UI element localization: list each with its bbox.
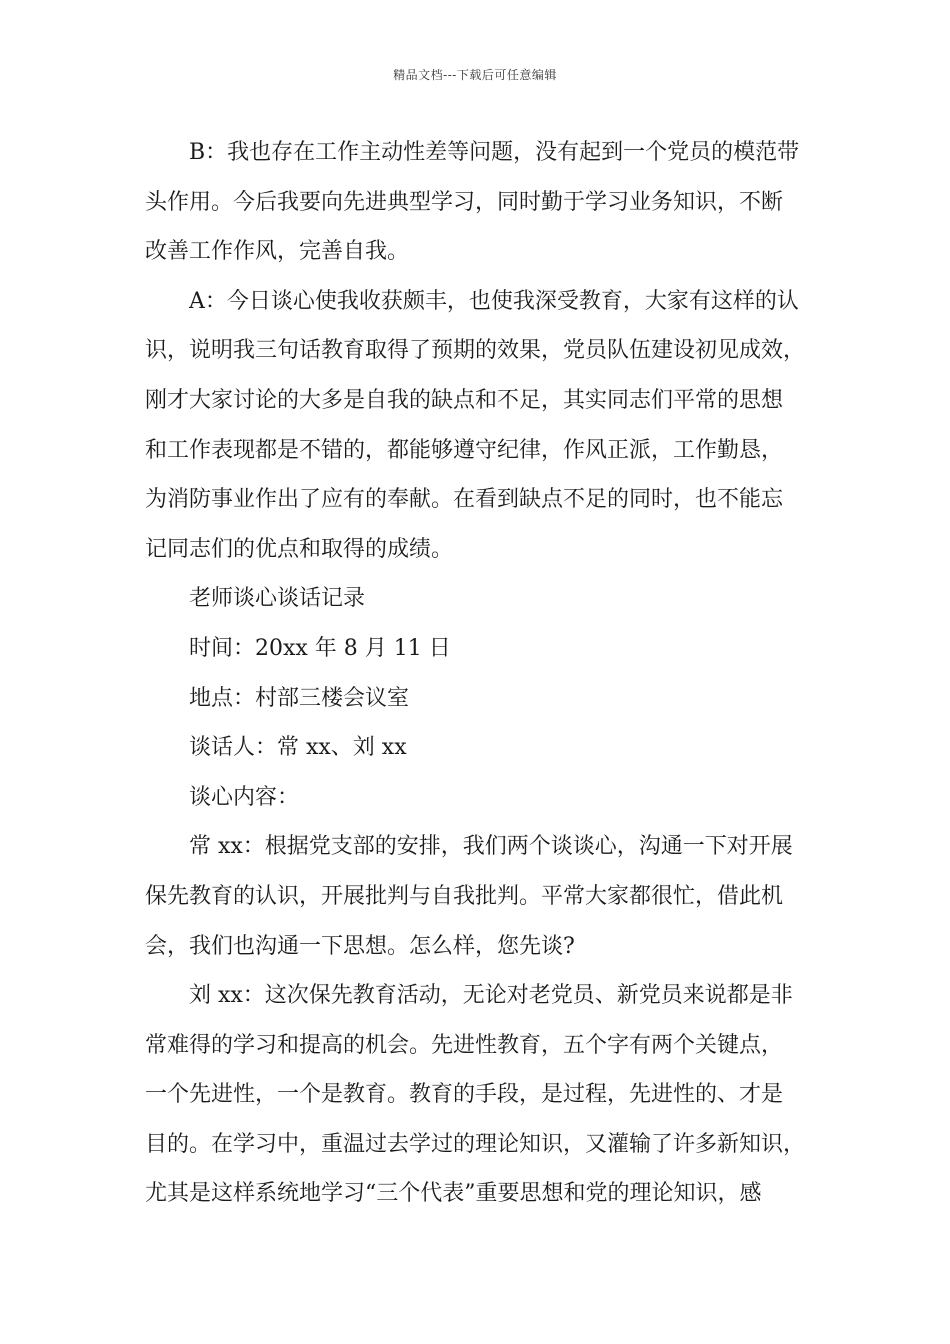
meeting-location: 地点：村部三楼会议室: [145, 685, 410, 711]
paragraph-b-statement: B：我也存在工作主动性差等问题，没有起到一个党员的模范带 头作用。今后我要向先进典型学习，同时勤于学习业务知识，不断 改善工作作风，完善自我。: [145, 140, 800, 265]
page-header: 精品文档---下载后可任意编辑: [393, 68, 557, 82]
content-label: 谈心内容：: [145, 784, 300, 810]
paragraph-a-summary: A：今日谈心使我收获颇丰，也使我深受教育，大家有这样的认 识，说明我三句话教育取得了预期的效果，党员队伍建设初见成效， 刚才大家讨论的大多是自我的缺点和不足，其实同志们平常的思想 和工作表现都是不错的，都能够遵守纪律，作风正派，工作勤恳， 为消防事业作出了应有的奉献。在看到缺点不足的同时，也不能忘 记同志们的优点和取得的成绩。: [145, 288, 806, 562]
document-body: [145, 128, 815, 1219]
section-title: 老师谈心谈话记录: [145, 586, 366, 612]
paragraph-chang-statement: 常 xx：根据党支部的安排，我们两个谈谈心，沟通一下对开展 保先教育的认识，开展批判与自我批判。平常大家都很忙，借此机 会，我们也沟通一下思想。怎么样，您先谈?: [145, 834, 793, 959]
meeting-participants: 谈话人：常 xx、刘 xx: [145, 735, 407, 761]
meeting-time: 时间：20xx 年 8 月 11 日: [145, 635, 451, 661]
paragraph-liu-statement: 刘 xx：这次保先教育活动，无论对老党员、新党员来说都是非 常难得的学习和提高的机会。先进性教育，五个字有两个关键点， 一个先进性，一个是教育。教育的手段，是过程，先进性的、才是 目的。在学习中，重温过去学过的理论知识，又灌输了许多新知识， 尤其是这样系统地学习“三个代表”重要思想和党的理论知识，感: [145, 983, 806, 1207]
